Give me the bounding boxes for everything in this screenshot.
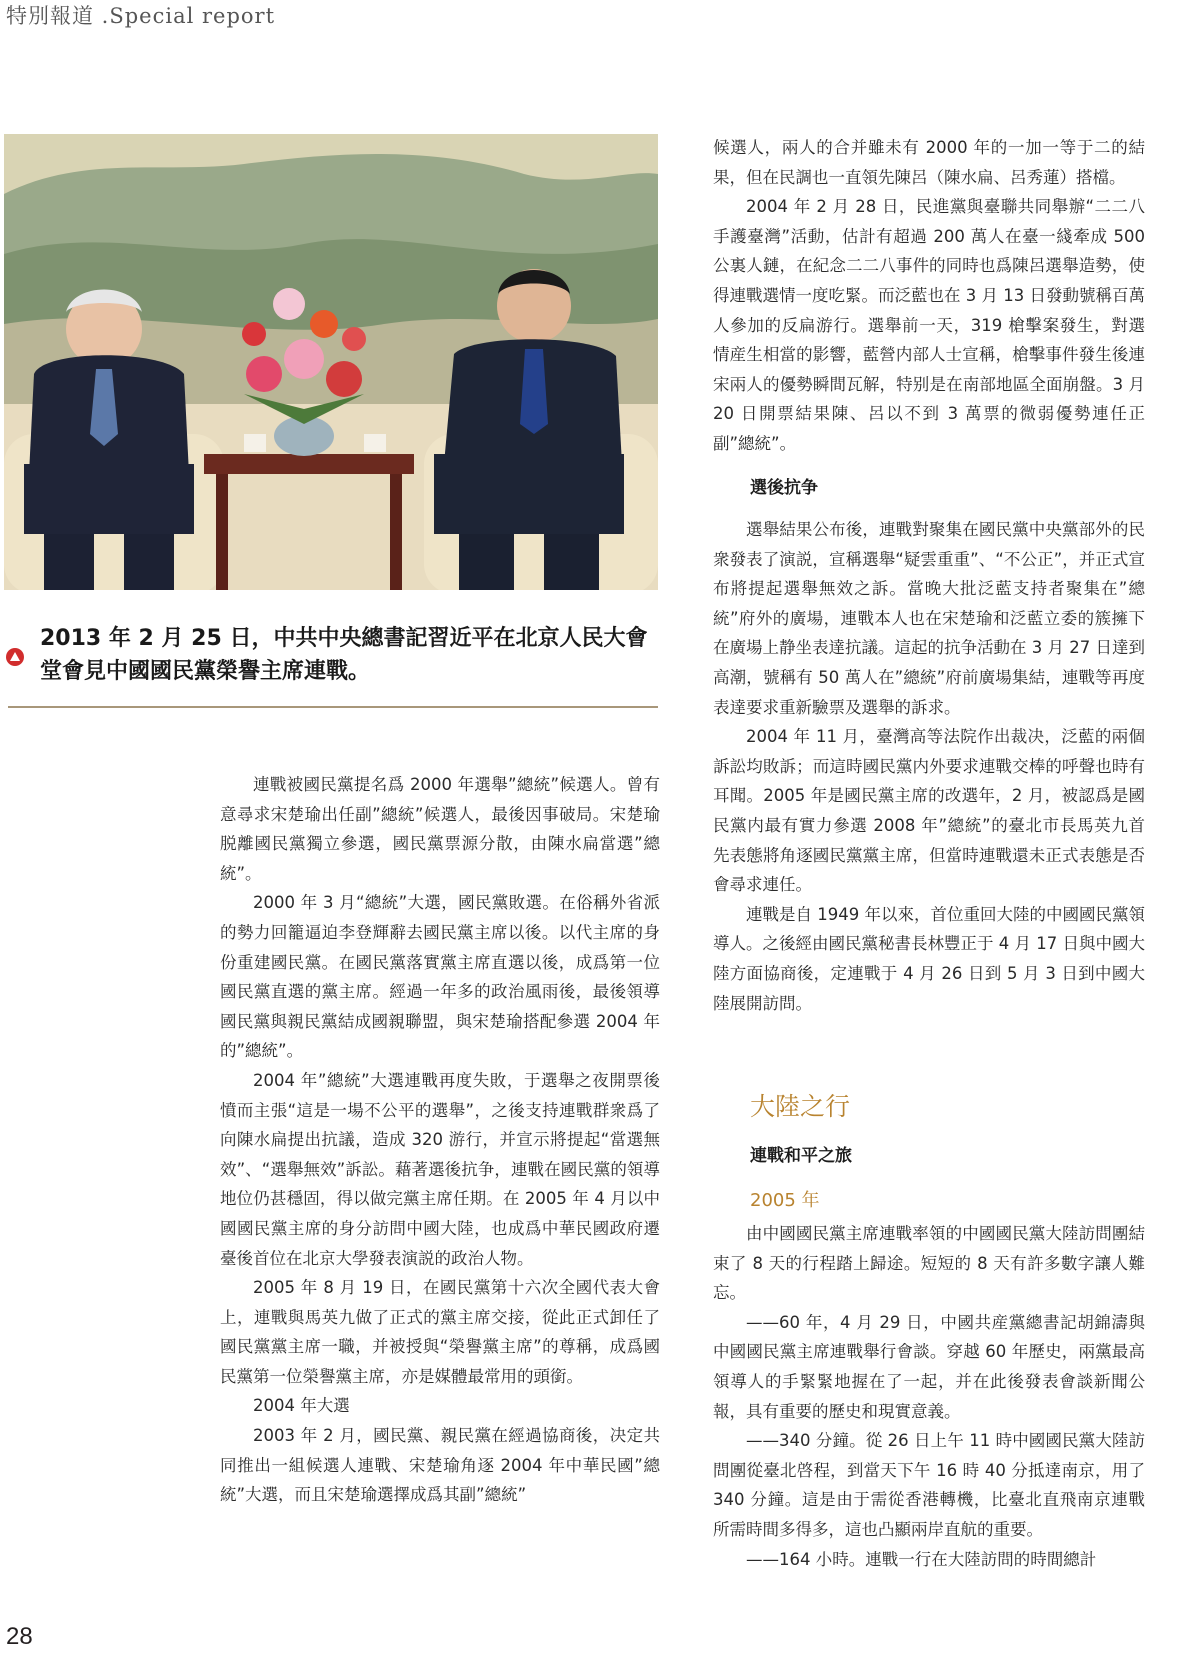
page-number: 28 [6,1623,33,1650]
paragraph: 選舉結果公布後，連戰對聚集在國民黨中央黨部外的民衆發表了演説，宣稱選舉“疑雲重重”、“不公正”，并正式宣布將提起選舉無效之訴。當晚大批泛藍支持者聚集在”總統”府外的廣場，連戰本人也在宋楚瑜和泛藍立委的簇擁下在廣場上静坐表達抗議。這起的抗争活動在 3 月 27 日達到高潮，號稱有 50 萬人在”總統”府前廣場集結，連戰等再度表達要求重新驗票及選舉的訴求。 [713,520,1145,717]
paragraph: 2004 年 2 月 28 日，民進黨與臺聯共同舉辦“二二八手護臺灣”活動，估計有超過 200 萬人在臺一綫牽成 500 公裏人鏈，在紀念二二八事件的同時也爲陳呂選舉造勢，使得連戰選情一度吃緊。而泛藍也在 3 月 13 日發動號稱百萬人參加的反扁游行。選舉前一天，319 槍擊案發生，對選情産生相當的影響，藍營内部人士宣稱，槍擊事件發生後連宋兩人的優勢瞬間瓦解，特别是在南部地區全面崩盤。3 月 20 日開票結果陳、呂以不到 3 萬票的微弱優勢連任正副”總統”。 [713,197,1145,453]
paragraph: ——340 分鐘。從 26 日上午 11 時中國國民黨大陸訪問團從臺北啓程，到當天下午 16 時 40 分抵達南京，用了 340 分鐘。這是由于需從香港轉機，比臺北直飛南京連戰所需時間多得多，這也凸顯兩岸直航的重要。 [713,1431,1145,1539]
caption-triangle-icon [6,648,24,666]
section-title: 大陸之行 [750,1092,851,1121]
right-column-top [713,133,1145,459]
paragraph: 2004 年”總統”大選連戰再度失敗，于選舉之夜開票後憤而主張“這是一場不公平的選舉”，之後支持連戰群衆爲了向陳水扁提出抗議，造成 320 游行，并宣示將提起“當選無效”、“選舉無效”訴訟。藉著選後抗争，連戰在國民黨的領導地位仍甚穩固，得以做完黨主席任期。在 2005 年 4 月以中國國民黨主席的身分訪問中國大陸，也成爲中華民國政府遷臺後首位在北京大學發表演説的政治人物。 [220,1070,660,1268]
paragraph: 2004 年 11 月，臺灣高等法院作出裁决，泛藍的兩個訴訟均敗訴；而這時國民黨内外要求連戰交棒的呼聲也時有耳聞。2005 年是國民黨主席的改選年，2 月，被認爲是國民黨内最有實力參選 2008 年”總統”的臺北市長馬英九首先表態將角逐國民黨黨主席，但當時連戰還未正式表態是否會尋求連任。 [713,727,1145,895]
photo-caption: 2013 年 2 月 25 日，中共中央總書記習近平在北京人民大會堂會見中國國民黨榮譽主席連戰。 [40,626,648,684]
running-header: 特別報道 .Special report [6,4,276,28]
paragraph: ——164 小時。連戰一行在大陸訪問的時間總計 [746,1549,1097,1569]
paragraph: 2003 年 2 月，國民黨、親民黨在經過協商後，决定共同推出一組候選人連戰、宋楚瑜角逐 2004 年中華民國”總統”大選，而且宋楚瑜選擇成爲其副”總統” [220,1426,660,1505]
year-label: 2005 年 [750,1190,820,1211]
paragraph: 由中國國民黨主席連戰率領的中國國民黨大陸訪問團結束了 8 天的行程踏上歸途。短短的 8 天有許多數字讓人難忘。 [713,1224,1145,1303]
paragraph: 2000 年 3 月“總統”大選，國民黨敗選。在俗稱外省派的勢力回籠逼迫李登輝辭去國民黨主席以後。以代主席的身份重建國民黨。在國民黨落實黨主席直選以後，成爲第一位國民黨直選的黨主席。經過一年多的政治風雨後，最後領導國民黨與親民黨結成國親聯盟，與宋楚瑜搭配參選 2004 年的”總統”。 [220,893,660,1061]
paragraph: 2005 年 8 月 19 日，在國民黨第十六次全國代表大會上，連戰與馬英九做了正式的黨主席交接，從此正式卸任了國民黨黨主席一職，并被授與“榮譽黨主席”的尊稱，成爲國民黨第一位榮譽黨主席，亦是媒體最常用的頭銜。 [220,1278,660,1386]
right-column-bottom [713,1219,1145,1574]
right-column-mid [713,515,1145,1018]
divider-rule [8,706,658,708]
paragraph: ——60 年，4 月 29 日，中國共産黨總書記胡錦濤與中國國民黨主席連戰舉行會談。穿越 60 年歷史，兩黨最高領導人的手緊緊地握在了一起，并在此後發表會談新聞公報，具有重要的歷史和現實意義。 [713,1312,1145,1421]
photo-meeting [4,134,658,590]
paragraph: 候選人，兩人的合并雖未有 2000 年的一加一等于二的結果，但在民調也一直領先陳呂（陳水扁、呂秀蓮）搭檔。 [713,138,1145,187]
subheading-2004: 2004 年大選 [253,1396,350,1416]
paragraph: 連戰是自 1949 年以來，首位重回大陸的中國國民黨領導人。之後經由國民黨秘書長林豐正于 4 月 17 日與中國大陸方面協商後，定連戰于 4 月 26 日到 5 月 3 日到中國大陸展開訪問。 [713,904,1145,1013]
subheading-peace-journey: 連戰和平之旅 [750,1146,852,1166]
subheading-post-election: 選後抗争 [750,478,818,498]
paragraph: 連戰被國民黨提名爲 2000 年選舉”總統”候選人。曾有意尋求宋楚瑜出任副”總統”候選人，最後因事破局。宋楚瑜脱離國民黨獨立參選，國民黨票源分散，由陳水扁當選”總統”。 [220,775,660,883]
photo-illustration [4,134,658,590]
left-column [220,770,660,1510]
